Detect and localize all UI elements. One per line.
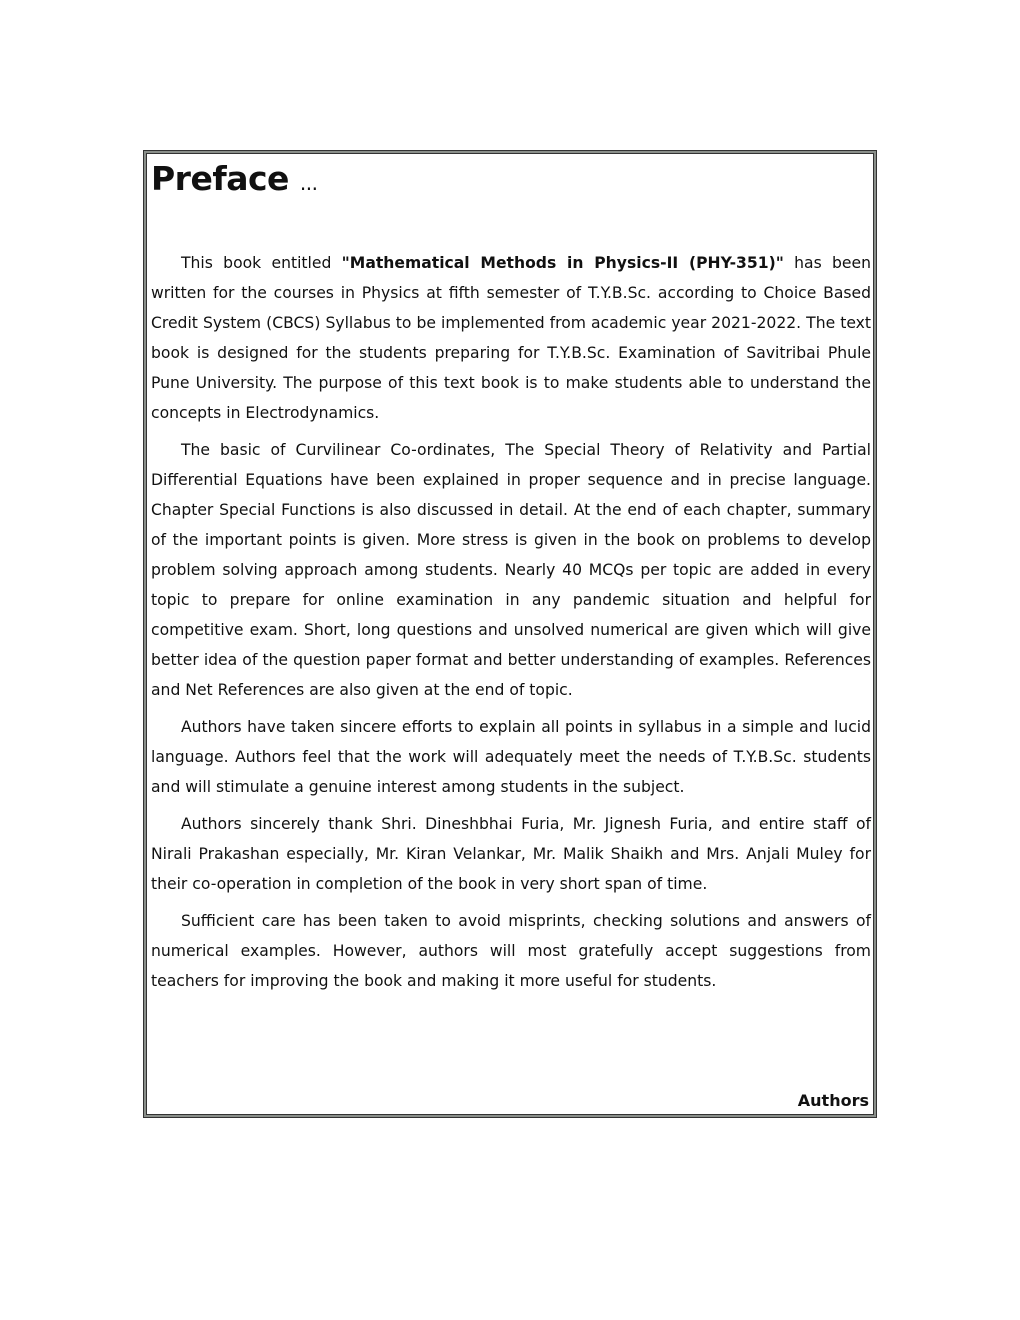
title-ellipsis: ... xyxy=(299,171,318,195)
preface-frame xyxy=(143,150,877,1118)
paragraph-4: Authors sincerely thank Shri. Dineshbhai Furia, Mr. Jignesh Furia, and entire staff of Nirali Prakashan especially, Mr. Kiran Velankar, Mr. Malik Shaikh and Mrs. Anjali Muley for their co-operation in completion of the book in very short span of time. xyxy=(151,815,871,893)
title-text: Preface xyxy=(151,159,289,198)
p1-before: This book entitled xyxy=(181,254,342,272)
preface-body xyxy=(151,248,871,1003)
paragraph-5: Sufficient care has been taken to avoid misprints, checking solutions and answers of numerical examples. However, authors will most gratefully accept suggestions from teachers for improving the book and making it more useful for students. xyxy=(151,912,871,990)
paragraph-3: Authors have taken sincere efforts to explain all points in syllabus in a simple and lucid language. Authors feel that the work will adequately meet the needs of T.Y.B.Sc. students and will stimulate a genuine interest among students in the subject. xyxy=(151,718,871,796)
p1-after: has been written for the courses in Physics at fifth semester of T.Y.B.Sc. according to Choice Based Credit System (CBCS) Syllabus to be implemented from academic year 2021-2022. The text book is designed for the students preparing for T.Y.B.Sc. Examination of Savitribai Phule Pune University. The purpose of this text book is to make students able to understand the concepts in Electrodynamics. xyxy=(151,254,871,422)
signature: Authors xyxy=(797,1091,869,1110)
paragraph-1 xyxy=(151,248,871,428)
paragraph-2: The basic of Curvilinear Co-ordinates, The Special Theory of Relativity and Partial Differential Equations have been explained in proper sequence and in precise language. Chapter Special Functions is also discussed in detail. At the end of each chapter, summary of the important points is given. More stress is given in the book on problems to develop problem solving approach among students. Nearly 40 MCQs per topic are added in every topic to prepare for online examination in any pandemic situation and helpful for competitive exam. Short, long questions and unsolved numerical are given which will give better idea of the question paper format and better understanding of examples. References and Net References are also given at the end of topic. xyxy=(151,441,871,699)
book-title: "Mathematical Methods in Physics-II (PHY-351)" xyxy=(341,254,784,272)
page-title xyxy=(151,159,318,198)
